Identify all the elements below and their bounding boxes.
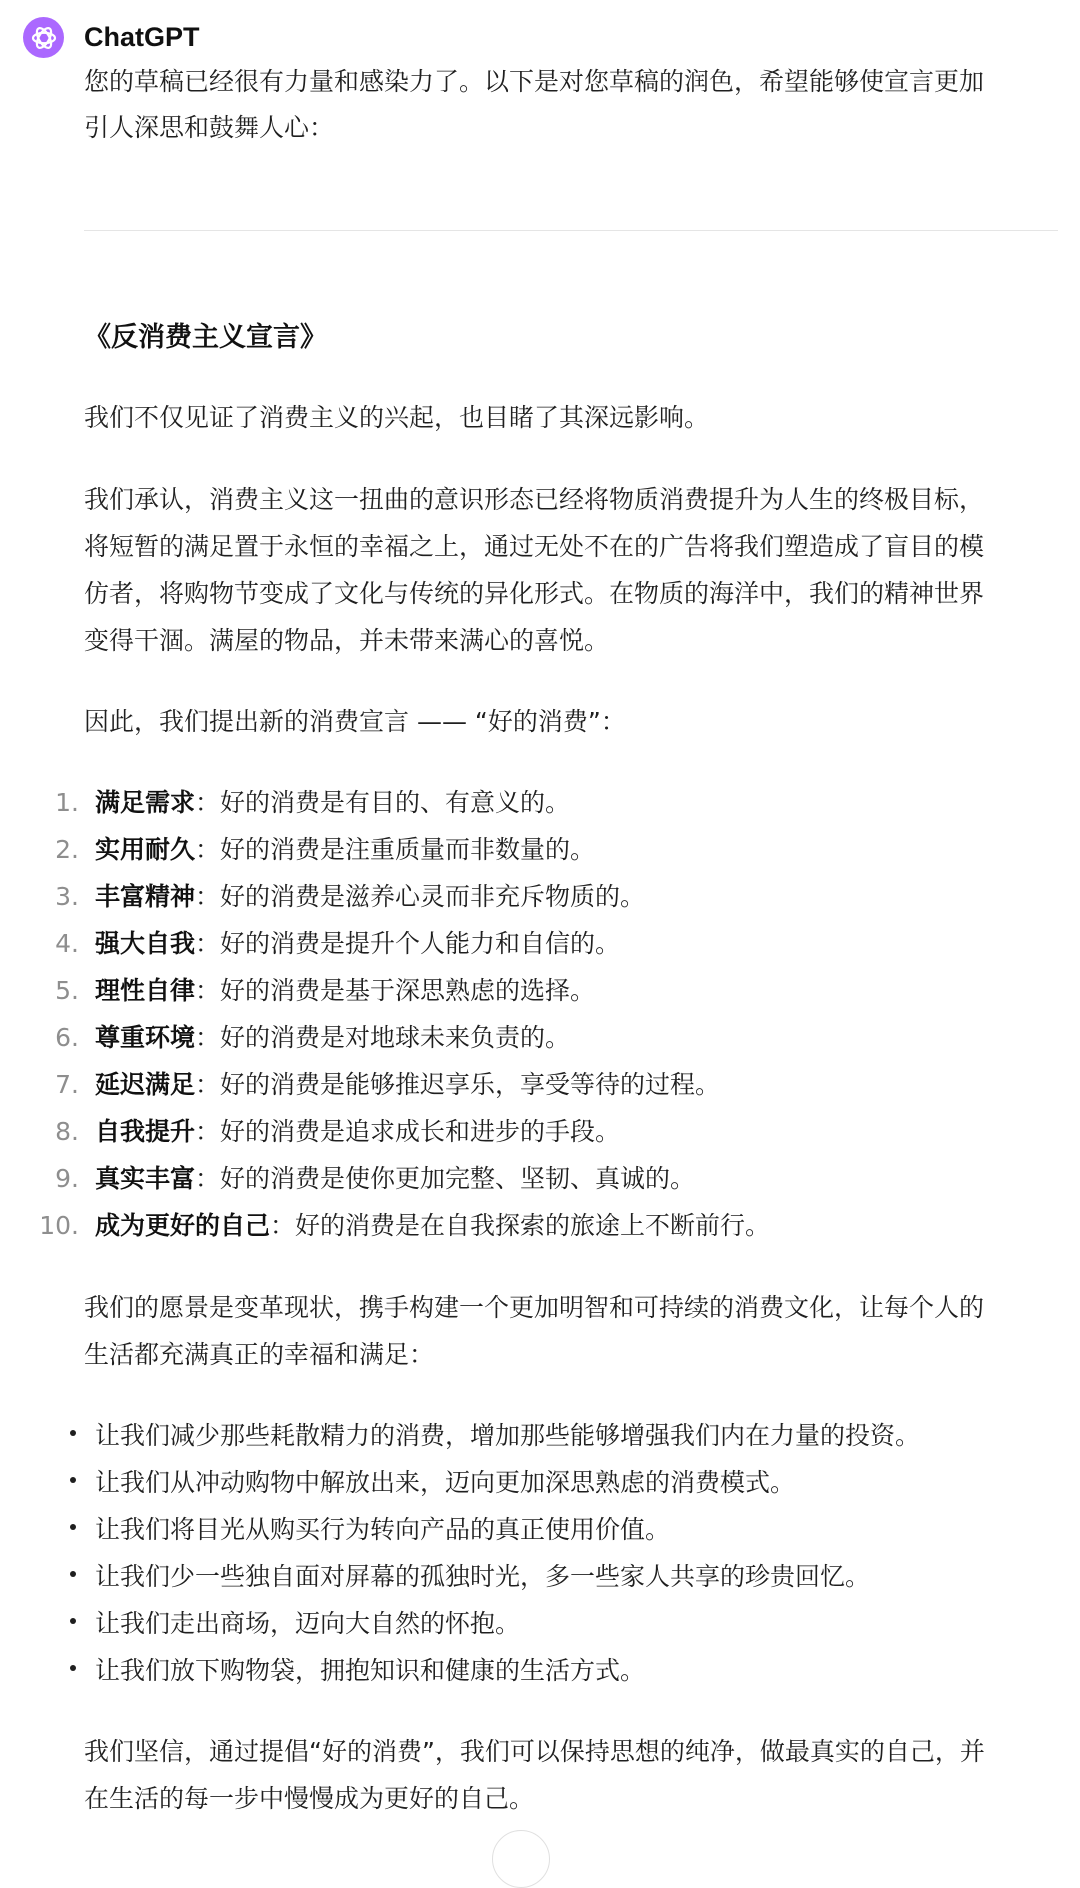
bullet-icon	[70, 1618, 76, 1624]
list-desc: ：好的消费是有目的、有意义的。	[195, 788, 571, 817]
sender-name: ChatGPT	[84, 22, 200, 52]
bullet-icon	[70, 1524, 76, 1530]
list-desc: ：好的消费是使你更加完整、坚韧、真诚的。	[195, 1164, 696, 1193]
list-number: 6.	[55, 1023, 79, 1052]
list-desc: ：好的消费是在自我探索的旅途上不断前行。	[270, 1211, 771, 1240]
ordered-list	[0, 779, 1080, 1249]
intro-line-1: 您的草稿已经很有力量和感染力了。以下是对您草稿的润色，希望能够使宣言更加	[84, 67, 985, 96]
list-term: 理性自律	[95, 976, 196, 1005]
list-number: 8.	[55, 1117, 79, 1146]
paragraph-5-line-1: 我们坚信，通过提倡“好的消费”，我们可以保持思想的纯净，做最真实的自己，并	[84, 1737, 985, 1766]
list-desc: ：好的消费是滋养心灵而非充斥物质的。	[195, 882, 646, 911]
paragraph-1: 我们不仅见证了消费主义的兴起，也目睹了其深远影响。	[84, 403, 710, 432]
list-item	[0, 1061, 1080, 1108]
list-term: 满足需求	[95, 788, 196, 817]
list-item	[0, 1412, 1080, 1459]
list-number: 5.	[55, 976, 79, 1005]
list-number: 3.	[55, 882, 79, 911]
list-term: 尊重环境	[95, 1023, 196, 1052]
openai-logo-icon	[29, 23, 59, 53]
list-term: 强大自我	[95, 929, 196, 958]
bullet-text: 让我们将目光从购买行为转向产品的真正使用价值。	[95, 1515, 671, 1544]
bullet-icon	[70, 1571, 76, 1577]
paragraph-2-line-1: 我们承认，消费主义这一扭曲的意识形态已经将物质消费提升为人生的终极目标，	[84, 485, 985, 514]
list-item	[0, 1600, 1080, 1647]
list-item	[0, 779, 1080, 826]
list-term: 成为更好的自己	[95, 1211, 271, 1240]
intro-line-2: 引人深思和鼓舞人心：	[84, 113, 335, 142]
bullet-icon	[70, 1477, 76, 1483]
list-item	[0, 1108, 1080, 1155]
list-desc: ：好的消费是注重质量而非数量的。	[195, 835, 596, 864]
list-item	[0, 1014, 1080, 1061]
bullet-icon	[70, 1430, 76, 1436]
list-item	[0, 1506, 1080, 1553]
list-term: 自我提升	[95, 1117, 196, 1146]
list-number: 4.	[55, 929, 79, 958]
list-item	[0, 1647, 1080, 1694]
paragraph-4-line-2: 生活都充满真正的幸福和满足：	[84, 1340, 435, 1369]
paragraph-2-line-2: 将短暂的满足置于永恒的幸福之上，通过无处不在的广告将我们塑造成了盲目的模	[84, 532, 985, 561]
bullet-text: 让我们走出商场，迈向大自然的怀抱。	[95, 1609, 521, 1638]
list-term: 丰富精神	[95, 882, 196, 911]
scroll-down-button[interactable]	[492, 1830, 550, 1888]
list-number: 7.	[55, 1070, 79, 1099]
list-desc: ：好的消费是对地球未来负责的。	[195, 1023, 571, 1052]
list-desc: ：好的消费是追求成长和进步的手段。	[195, 1117, 621, 1146]
list-item	[0, 826, 1080, 873]
bullet-text: 让我们从冲动购物中解放出来，迈向更加深思熟虑的消费模式。	[95, 1468, 796, 1497]
list-item	[0, 1459, 1080, 1506]
list-number: 10.	[39, 1211, 79, 1240]
manifesto-title: 《反消费主义宣言》	[84, 322, 327, 353]
paragraph-2-line-3: 仿者，将购物节变成了文化与传统的异化形式。在物质的海洋中，我们的精神世界	[84, 579, 985, 608]
bullet-icon	[70, 1665, 76, 1671]
list-desc: ：好的消费是提升个人能力和自信的。	[195, 929, 621, 958]
list-number: 2.	[55, 835, 79, 864]
list-item	[0, 873, 1080, 920]
bullet-text: 让我们少一些独自面对屏幕的孤独时光，多一些家人共享的珍贵回忆。	[95, 1562, 871, 1591]
list-desc: ：好的消费是基于深思熟虑的选择。	[195, 976, 596, 1005]
paragraph-2-line-4: 变得干涸。满屋的物品，并未带来满心的喜悦。	[84, 626, 610, 655]
bullet-text: 让我们放下购物袋，拥抱知识和健康的生活方式。	[95, 1656, 646, 1685]
paragraph-5-line-2: 在生活的每一步中慢慢成为更好的自己。	[84, 1784, 535, 1813]
list-term: 延迟满足	[95, 1070, 196, 1099]
list-item	[0, 967, 1080, 1014]
list-term: 实用耐久	[95, 835, 196, 864]
divider	[84, 230, 1058, 231]
list-item	[0, 1155, 1080, 1202]
paragraph-4-line-1: 我们的愿景是变革现状，携手构建一个更加明智和可持续的消费文化，让每个人的	[84, 1293, 985, 1322]
list-number: 9.	[55, 1164, 79, 1193]
paragraph-3: 因此，我们提出新的消费宣言 —— “好的消费”：	[84, 707, 626, 736]
list-item	[0, 1202, 1080, 1249]
bullet-text: 让我们减少那些耗散精力的消费，增加那些能够增强我们内在力量的投资。	[95, 1421, 921, 1450]
list-term: 真实丰富	[95, 1164, 196, 1193]
list-item	[0, 920, 1080, 967]
list-number: 1.	[55, 788, 79, 817]
list-item	[0, 1553, 1080, 1600]
bullet-list	[0, 1412, 1080, 1694]
list-desc: ：好的消费是能够推迟享乐，享受等待的过程。	[195, 1070, 721, 1099]
avatar	[23, 17, 64, 58]
